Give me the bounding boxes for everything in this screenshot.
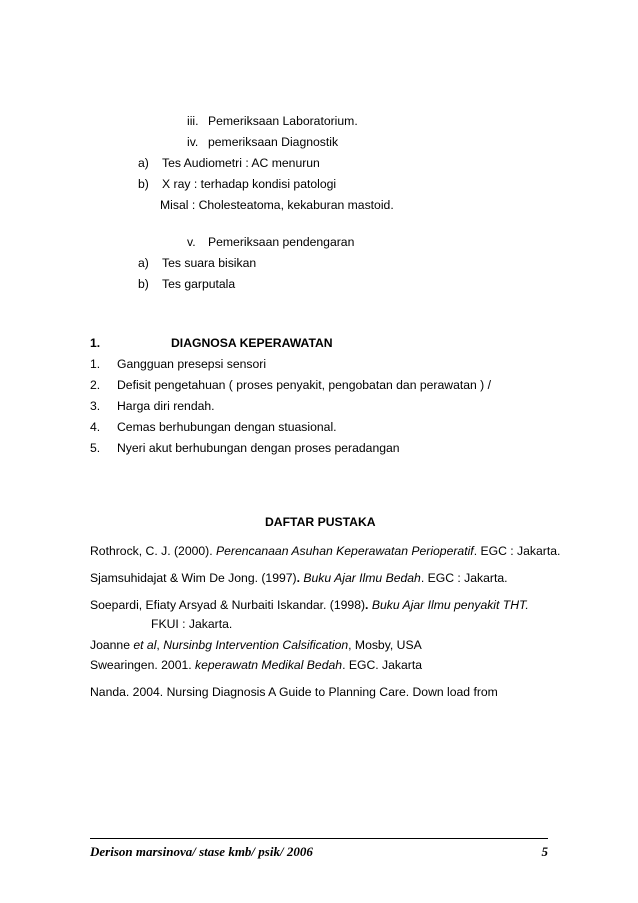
ref4-author: Joanne: [90, 638, 134, 652]
item-b1-text: X ray : terhadap kondisi patologi: [162, 177, 337, 191]
diagnosa-item-text: Cemas berhubungan dengan stuasional.: [117, 420, 337, 434]
letter-a2: a): [138, 256, 149, 270]
reference-5: [90, 659, 422, 671]
diagnosa-heading: DIAGNOSA KEPERAWATAN: [171, 336, 333, 350]
reference-1: [90, 545, 560, 557]
reference-3: [90, 599, 529, 611]
misal-text: Misal : Cholesteatoma, kekaburan mastoid.: [160, 198, 394, 212]
diagnosa-item-text: Defisit pengetahuan ( proses penyakit, pengobatan dan perawatan ) /: [117, 378, 492, 392]
page-number: 5: [541, 844, 548, 859]
ref2-publisher: . EGC : Jakarta.: [420, 571, 508, 585]
footer-author: Derison marsinova/ stase kmb/ psik/ 2006: [90, 844, 313, 859]
page-footer: [90, 838, 548, 857]
item-iii-text: Pemeriksaan Laboratorium.: [208, 114, 358, 128]
diagnosa-item-text: Harga diri rendah.: [117, 399, 215, 413]
letter-a1: a): [138, 156, 149, 170]
diagnosa-heading-num: 1.: [90, 336, 101, 350]
item-v-text: Pemeriksaan pendengaran: [208, 235, 355, 249]
diagnosa-item-text: Nyeri akut berhubungan dengan proses peradangan: [117, 441, 400, 455]
ref3-publisher: FKUI : Jakarta.: [151, 617, 233, 631]
ref1-authors: Rothrock, C. J. (2000).: [90, 544, 216, 558]
ref1-publisher: . EGC : Jakarta.: [473, 544, 561, 558]
item-b2-text: Tes garputala: [162, 277, 236, 291]
diagnosa-item-num: 1.: [90, 357, 101, 371]
ref1-title: Perencanaan Asuhan Keperawatan Perioperatif: [215, 544, 474, 558]
item-a1-text: Tes Audiometri : AC menurun: [162, 156, 320, 170]
ref5-publisher: . EGC. Jakarta: [342, 658, 422, 672]
roman-num-v: v.: [187, 235, 196, 249]
pustaka-heading: DAFTAR PUSTAKA: [265, 515, 376, 529]
diagnosa-item-num: 2.: [90, 378, 101, 392]
ref5-author: Swearingen. 2001.: [90, 658, 196, 672]
ref5-title: keperawatn Medikal Bedah: [195, 658, 343, 672]
ref2-dot: .: [296, 571, 304, 585]
ref2-title: Buku Ajar Ilmu Bedah: [303, 571, 421, 585]
ref4-etal: et al: [133, 638, 157, 652]
ref4-sep: ,: [156, 638, 164, 652]
ref4-publisher: , Mosby, USA: [348, 638, 422, 652]
item-iv-text: pemeriksaan Diagnostik: [208, 135, 339, 149]
reference-2: [90, 572, 508, 584]
ref3-authors: Soepardi, Efiaty Arsyad & Nurbaiti Iskandar. (1998): [90, 598, 366, 612]
ref3-title: Buku Ajar Ilmu penyakit THT.: [371, 598, 529, 612]
item-a2-text: Tes suara bisikan: [162, 256, 257, 270]
diagnosa-item-num: 4.: [90, 420, 101, 434]
ref3-dot: .: [365, 598, 372, 612]
letter-b2: b): [138, 277, 149, 291]
letter-b1: b): [138, 177, 149, 191]
reference-4: [90, 639, 422, 651]
reference-6: Nanda. 2004. Nursing Diagnosis A Guide to Planning Care. Down load from: [90, 685, 498, 699]
roman-num-iii: iii.: [187, 114, 199, 128]
ref4-title: Nursinbg Intervention Calsification: [163, 638, 349, 652]
diagnosa-item-num: 3.: [90, 399, 101, 413]
diagnosa-item-text: Gangguan presepsi sensori: [117, 357, 267, 371]
ref2-authors: Sjamsuhidajat & Wim De Jong. (1997): [90, 571, 297, 585]
roman-num-iv: iv.: [187, 135, 199, 149]
diagnosa-item-num: 5.: [90, 441, 101, 455]
